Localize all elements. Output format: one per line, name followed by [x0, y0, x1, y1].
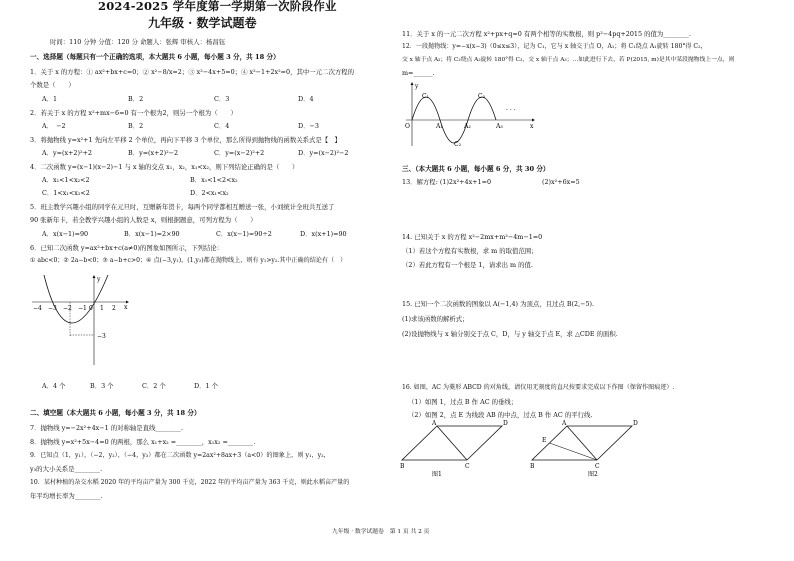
fig2-label-e: E: [542, 437, 547, 444]
question-13-part2: (2)x²+6x=5: [542, 178, 580, 186]
axis-x-label: x: [124, 304, 128, 311]
y-axis-label: y: [415, 83, 419, 90]
q3-option-a: A．y=(x+2)²+2: [42, 149, 92, 157]
axis-y-tick-neg3: −3: [97, 333, 106, 340]
question-14: 14. 已知关于 x 的方程 x²−2mx+m²−4m−1=0: [402, 233, 543, 241]
q1-option-a: A．1: [42, 95, 58, 103]
section-1-heading: 一、选择题（每题只有一个正确的选项，本大题共 6 小题，每小题 3 分，共 18 分）: [30, 53, 280, 61]
question-10-tail: 年平均增长率为________.: [30, 492, 103, 500]
question-15-part1: (1)求该函数的解析式；: [402, 315, 469, 323]
question-2: 2．若关于 x 的方程 x²+mx−6=0 有一个根为2，则另一个根为（ ）: [30, 109, 237, 117]
q5-option-a: A．x(x−1)=90: [42, 230, 89, 238]
q6-option-d: D．1 个: [194, 382, 219, 390]
exam-meta: 时间：110 分钟 分值：120 分 命题人：张辉 审核人：杨昌钰: [50, 38, 226, 46]
fig1-label-c: C: [465, 463, 470, 470]
axis-tick-neg1: −1: [78, 305, 87, 312]
axis-tick-1: 1: [100, 305, 104, 312]
question-15: 15. 已知一个二次函数的图象以 A(−1,4) 为顶点，且过点 B(2,−5).: [402, 300, 595, 308]
q2-option-d: D．−3: [298, 122, 319, 130]
q5-option-b: B．x(x−1)=2×90: [124, 230, 180, 238]
question-5: 5．班主教学兴趣小组的同学在元旦时，互赠新年贺卡，每两个同学都相互赠送一张，小刘统计全班共互送了: [30, 203, 335, 211]
fig2-label-a: A: [562, 420, 567, 427]
q6-option-a: A．4 个: [42, 382, 66, 390]
question-1-tail: 个数是（ ）: [30, 81, 75, 89]
question-6: 6．已知二次函数 y=ax²+bx+c(a≠0)的图象如图所示，下列结论：: [30, 244, 224, 252]
rhombus-figure-1: [402, 420, 512, 480]
x-axis-label: x: [530, 123, 534, 130]
q1-option-d: D．4: [298, 95, 314, 103]
question-12-line2: 交 x 轴于点 A₂；将 C₂绕点 A₂旋转 180°得 C₃，交 x 轴于点 A₃；…如此进行下去，若 P(2015, m)是其中某段抛物线上一点，则: [402, 57, 735, 63]
q6-option-b: B．3 个: [90, 382, 114, 390]
fig2-caption: 图2: [588, 471, 598, 478]
q4-option-d: D．2<x₁<x₂: [190, 189, 229, 197]
q2-option-b: B．2: [128, 122, 144, 130]
axis-tick-neg3: −3: [48, 305, 57, 312]
curve-label-c1: C₁: [422, 93, 429, 100]
question-6-statements: ① abc<0；② 2a−b<0；③ a−b+c>0；④ 点(−3,y₁)，(1,y₂)都在抛物线上，则有 y₁>y₂.其中正确的结论有（ ）: [30, 257, 347, 264]
q3-option-c: C．y=(x−2)²+2: [214, 149, 265, 157]
left-column: [30, 0, 388, 561]
question-4: 4．二次函数 y=(x−1)(x−2)−1 与 x 轴的交点 x₁，x₂，x₁<x₂，则下列结论正确的是（ ）: [30, 163, 299, 171]
q6-option-c: C．2 个: [142, 382, 166, 390]
fig1-label-a: A: [432, 420, 437, 427]
question-16: 16. 如图，AC 为菱形 ABCD 的对角线，请仅用无刻度的直尺按要求完成以下作图（保留作图痕迹）.: [402, 384, 675, 391]
question-12: 12．一段抛物线：y=−x(x−3)（0≤x≤3），记为 C₁，它与 x 轴交于点 O，A₁；将 C₁绕点 A₁旋转 180°得 C₂，: [402, 43, 707, 50]
origin-label: O: [405, 123, 410, 130]
question-12-line3: m=______.: [402, 69, 435, 77]
q5-option-d: D．x(x+1)=90: [300, 230, 347, 238]
question-9: 9．已知点（1，y₁），（−2，y₂），（−4，y₃）都在二次函数 y=2ax²+8ax+3（a<0）的图象上，则 y₁，y₂，: [30, 452, 330, 459]
fig2-label-b: B: [530, 463, 535, 470]
question-8: 8．抛物线 y=x²+5x−4=0 的两根，那么 x₁+x₂ =________，x₁x₂ =________.: [30, 438, 256, 446]
axis-tick-neg4: −4: [33, 305, 42, 312]
q4-option-a: A．x₁<1<x₂<2: [42, 176, 90, 184]
q3-option-d: D．y=(x−2)²−2: [298, 149, 349, 157]
question-1: 1．关于 x 的方程：① ax²+bx+c=0；② x²−8/x=2；③ x²−4x+5=0；④ x²−1+2x²=0，其中一元二次方程的: [30, 68, 355, 76]
page-footer: 九年级 · 数学试题卷 第 1 页 共 2 页: [332, 529, 430, 535]
rhombus-figure-2: [532, 420, 642, 480]
exam-title: 2024-2025 学年度第一学期第一次阶段作业: [98, 0, 337, 13]
question-13: 13．解方程: (1)2x²+4x+1=0: [402, 178, 492, 186]
q4-option-c: C．1<x₁<x₂<2: [42, 189, 90, 197]
curve-label-c3: C₃: [478, 93, 485, 100]
question-16-part2: （2）如图 2，点 E 为线段 AB 的中点，过点 B 作 AC 的平行线.: [408, 411, 593, 419]
axis-origin: 0: [89, 305, 93, 312]
q6-parabola-figure: [30, 275, 130, 370]
section-3-heading: 三、（本大题共 6 小题，每小题 6 分，共 30 分）: [402, 165, 550, 173]
question-14-part2: （2）若此方程有一个根是 1，请求出 m 的值.: [402, 261, 533, 269]
fig2-label-c: C: [595, 463, 600, 470]
question-5-tail: 90 张新年卡，若全教学兴趣小组的人数是 x，则根据题意，可列方程为（ ）: [30, 216, 257, 224]
q2-option-a: A． −2: [42, 122, 66, 130]
q1-option-c: C．3: [214, 95, 230, 103]
question-9-tail: y₃的大小关系是________.: [30, 465, 103, 473]
fig1-label-d: D: [503, 420, 508, 427]
question-15-part2: (2)设抛物线与 x 轴分别交于点 C，D，与 y 轴交于点 E，求 △CDE 的面积.: [402, 330, 618, 338]
point-label-a3: A₃: [496, 123, 503, 130]
q2-option-c: C．4: [214, 122, 230, 130]
fig1-label-b: B: [400, 463, 405, 470]
section-2-heading: 二、填空题（本大题共 6 小题，每小题 3 分，共 18 分）: [30, 409, 201, 417]
question-14-part1: （1）若这个方程有实数根，求 m 的取值范围；: [402, 247, 538, 255]
question-11: 11．关于 x 的一元二次方程 x²+px+q=0 有两个相等的实数根，则 p²−4pq+2015 的值为________.: [402, 30, 691, 38]
exam-subtitle: 九年级 · 数学试题卷: [148, 16, 257, 30]
question-16-part1: （1）如图 1，过点 B 作 AC 的垂线；: [408, 398, 518, 406]
right-column: [332, 0, 772, 561]
question-10: 10．某村种植的杂交水稻 2020 年的平均亩产量为 300 千克，2022 年的平均亩产量为 363 千克，则此水稻亩产量的: [30, 479, 350, 486]
point-label-a1: A₁: [436, 123, 443, 130]
question-7: 7．抛物线 y=−2x²+4x−1 的对称轴是直线________.: [30, 424, 184, 432]
axis-tick-neg2: −2: [63, 305, 72, 312]
axis-y-label: y: [97, 276, 101, 283]
q1-option-b: B．2: [128, 95, 144, 103]
fig1-caption: 图1: [432, 471, 442, 478]
fig2-label-d: D: [633, 420, 638, 427]
curve-label-c2: C₂: [454, 141, 461, 148]
q12-rotated-parabolas-figure: [402, 82, 542, 152]
point-label-a2: A₂: [464, 123, 471, 130]
q5-option-c: C．x(x−1)=90÷2: [216, 230, 272, 238]
axis-tick-2: 2: [112, 305, 116, 312]
q3-option-b: B．y=(x+2)²−2: [128, 149, 179, 157]
q4-option-b: B．x₁<1<2<x₂: [190, 176, 238, 184]
continuation-dots: · · ·: [506, 107, 516, 114]
question-3: 3．将抛物线 y=x²+1 先向左平移 2 个单位，再向下平移 3 个单位，那么所得到抛物线的函数关系式是【 】: [30, 136, 341, 144]
